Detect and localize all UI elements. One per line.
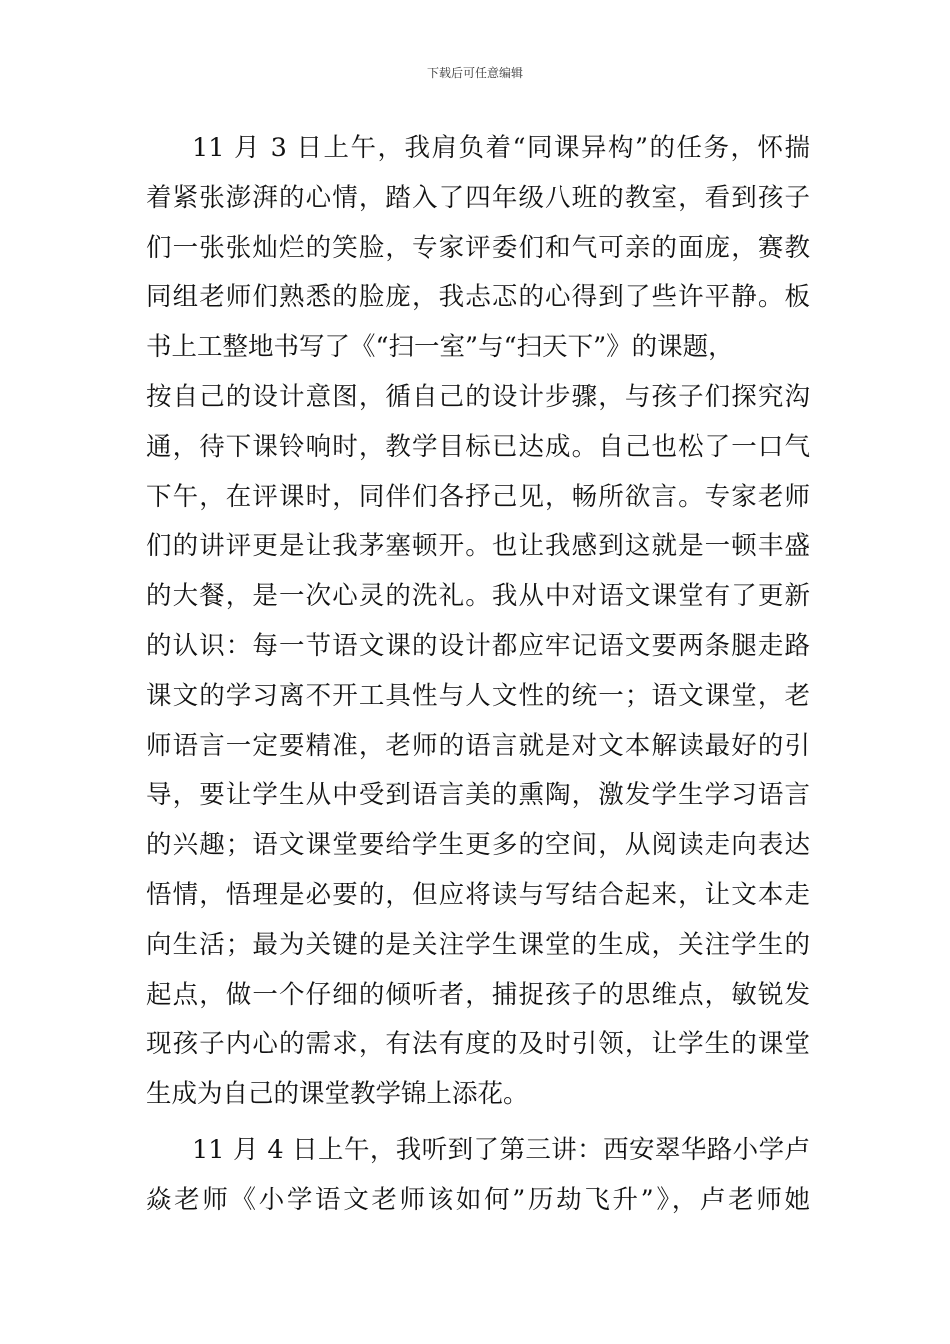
- text-line: 11 月 3 日上午，我肩负着“同课异构”的任务，怀揣: [192, 133, 810, 163]
- text-line: 向生活；最为关键的是关注学生课堂的生成，关注学生的: [146, 929, 810, 960]
- text-line: 下午，在评课时，同伴们各抒己见，畅所欲言。专家老师: [146, 481, 810, 512]
- text-line: 同组老师们熟悉的脸庞，我忐忑的心得到了些许平静。板: [146, 282, 810, 313]
- text-line: 悟情，悟理是必要的，但应将读与写结合起来，让文本走: [146, 879, 810, 910]
- text-line: 焱老师《小学语文老师该如何”历劫飞升”》，卢老师她: [146, 1184, 810, 1215]
- text-line: 生成为自己的课堂教学锦上添花。: [146, 1079, 529, 1110]
- text-line: 师语言一定要精准，老师的语言就是对文本解读最好的引: [146, 730, 810, 761]
- text-line: 按自己的设计意图，循自己的设计步骤，与孩子们探究沟: [146, 381, 810, 412]
- body-text: [146, 124, 810, 1226]
- paragraph-1: [146, 124, 810, 1120]
- text-line: 通，待下课铃响时，教学目标已达成。自己也松了一口气: [146, 431, 810, 462]
- text-line: 课文的学习离不开工具性与人文性的统一；语文课堂，老: [146, 680, 810, 711]
- text-line: 的认识：每一节语文课的设计都应牢记语文要两条腿走路: [146, 630, 810, 661]
- text-line: 导，要让学生从中受到语言美的熏陶，激发学生学习语言: [146, 780, 810, 811]
- text-line: 的大餐，是一次心灵的洗礼。我从中对语文课堂有了更新: [146, 581, 810, 612]
- text-line: 们的讲评更是让我茅塞顿开。也让我感到这就是一顿丰盛: [146, 531, 810, 562]
- text-line: 11 月 4 日上午，我听到了第三讲：西安翠华路小学卢: [192, 1134, 810, 1165]
- text-line: 们一张张灿烂的笑脸，专家评委们和气可亲的面庞，赛教: [146, 232, 810, 263]
- text-line: 的兴趣；语文课堂要给学生更多的空间，从阅读走向表达: [146, 830, 810, 861]
- paragraph-2: [146, 1126, 810, 1226]
- text-line: 书上工整地书写了《“扫一室”与“扫天下”》的课题，: [146, 332, 734, 363]
- text-line: 着紧张澎湃的心情，踏入了四年级八班的教室，看到孩子: [146, 182, 810, 213]
- page-header: 下载后可任意编辑: [426, 66, 523, 80]
- text-line: 起点，做一个仔细的倾听者，捕捉孩子的思维点，敏锐发: [146, 979, 810, 1010]
- text-line: 现孩子内心的需求，有法有度的及时引领，让学生的课堂: [146, 1029, 810, 1060]
